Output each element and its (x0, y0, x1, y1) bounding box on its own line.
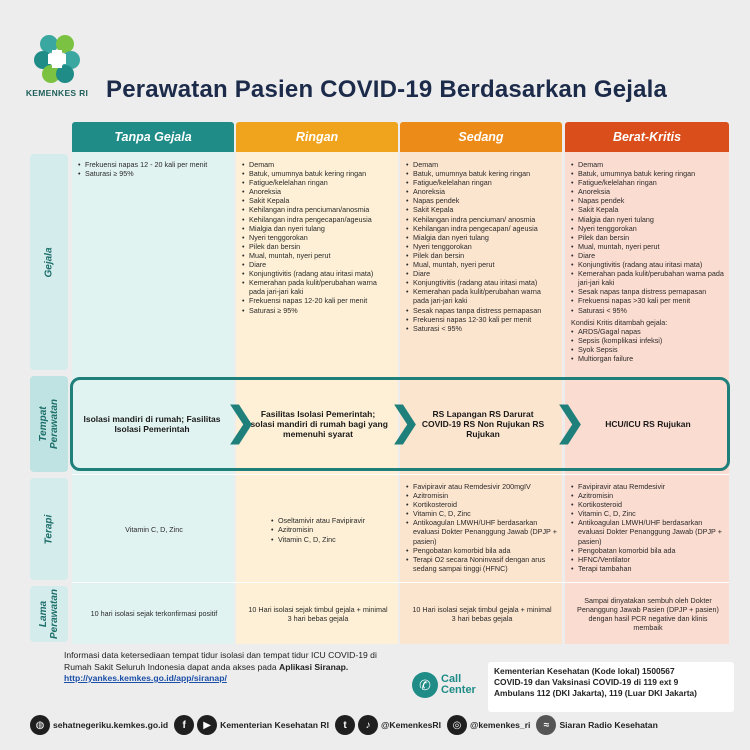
list-item: • Vitamin C, D, Zinc (406, 509, 558, 518)
row-label-lama-perawatan: Lama Perawatan (30, 586, 68, 642)
list-item: • Napas pendek (571, 196, 725, 205)
list-item: • Nyeri tenggorokan (571, 224, 725, 233)
list-item: • Diare (571, 251, 725, 260)
list-item: • Frekuensi napas >30 kali per menit (571, 296, 725, 305)
column-header-berat-kritis: Berat-Kritis (565, 122, 729, 152)
list-item: • Fatigue/kelelahan ringan (571, 178, 725, 187)
social-bar (0, 712, 750, 738)
list-item: • Sesak napas tanpa distress pernapasan (571, 287, 725, 296)
list-item: • Pengobatan komorbid bila ada (571, 546, 725, 555)
logo-text: KEMENKES RI (25, 88, 89, 98)
list-item: • Kehilangan indra pengecapan/ ageusia (406, 224, 558, 233)
list-item: • Kehilangan indra penciuman/anosmia (242, 205, 394, 214)
facebook-youtube-link[interactable]: f ▶ Kementerian Kesehatan RI (174, 715, 329, 735)
globe-icon: ◍ (30, 715, 50, 735)
list-item: • Anoreksia (406, 187, 558, 196)
twitter-tiktok-link[interactable]: t ♪ @KemenkesRI (335, 715, 441, 735)
tempat-sedang: RS Lapangan RS Darurat COVID-19 RS Non Rujukan RS Rujukan (421, 409, 545, 439)
kemenkes-emblem-icon (29, 30, 85, 86)
list-item: • Konjungtivitis (radang atau iritasi mata) (406, 278, 558, 287)
lama-sedang: 10 Hari isolasi sejak timbul gejala + minimal 3 hari bebas gejala (412, 604, 552, 623)
gejala-sedang (406, 160, 558, 333)
row-divider (72, 582, 729, 583)
list-item: • Kehilangan indra pengecapan/ageusia (242, 215, 394, 224)
list-item: • Antikoagulan LMWH/UHF berdasarkan evaluasi Dokter Penanggung Jawab (DPJP + pasien) (571, 518, 725, 545)
list-item: • Mual, muntah, nyeri perut (571, 242, 725, 251)
list-item: • Napas pendek (406, 196, 558, 205)
column-header-sedang: Sedang (400, 122, 562, 152)
terapi-tanpa-gejala: Vitamin C, D, Zinc (125, 525, 183, 535)
terapi-sedang (406, 482, 558, 573)
gejala-ringan (242, 160, 394, 315)
chevron-right-icon: ❯ (388, 400, 422, 444)
list-item: • Kemerahan pada kulit/perubahan warna pada jari-jari kaki (242, 278, 394, 296)
gejala-berat-kritis (571, 160, 725, 363)
list-item: • Konjungtivitis (radang atau iritasi mata) (571, 260, 725, 269)
page-title: Perawatan Pasien COVID-19 Berdasarkan Gejala (106, 76, 668, 103)
list-item: • Kemerahan pada kulit/perubahan warna pada jari-jari kaki (571, 269, 725, 287)
list-item: • Fatigue/kelelahan ringan (406, 178, 558, 187)
list-item: • Anoreksia (571, 187, 725, 196)
list-item: • Konjungtivitis (radang atau iritasi mata) (242, 269, 394, 278)
list-item: • Terapi O2 secara Noninvasif dengan arus sedang sampai tinggi (HFNC) (406, 555, 558, 573)
list-item: • Demam (406, 160, 558, 169)
list-item: • Favipiravir atau Remdesivir 200mgIV (406, 482, 558, 491)
list-item: • Azitromisin (271, 525, 365, 534)
row-label-terapi: Terapi (30, 478, 68, 580)
phone-icon: ✆ (412, 672, 438, 698)
list-item: • Saturasi ≥ 95% (242, 306, 394, 315)
siranap-link[interactable]: http://yankes.kemkes.go.id/app/siranap/ (64, 673, 227, 683)
call-center: ✆ Call Center (412, 672, 476, 698)
list-item: • Azitromisin (406, 491, 558, 500)
list-item: • Kortikosteroid (571, 500, 725, 509)
list-item: • Sakit Kepala (406, 205, 558, 214)
list-item: • Kortikosteroid (406, 500, 558, 509)
list-item: • Nyeri tenggorokan (406, 242, 558, 251)
list-item: • Pilek dan bersin (406, 251, 558, 260)
website-link[interactable]: ◍ sehatnegeriku.kemkes.go.id (30, 715, 168, 735)
list-item: • Batuk, umumnya batuk kering ringan (242, 169, 394, 178)
list-item: • Saturasi < 95% (406, 324, 558, 333)
lama-berat-kritis: Sampai dinyatakan sembuh oleh Dokter Penanggung Jawab Pasien (DPJP + pasien) dengan hasil PCR negative dan klinis membaik (577, 595, 719, 633)
list-item: • Favipiravir atau Remdesivir (571, 482, 725, 491)
lama-tanpa-gejala: 10 hari isolasi sejak terkonfirmasi positif (90, 609, 218, 619)
list-item: • Fatigue/kelelahan ringan (242, 178, 394, 187)
list-item: • ARDS/Gagal napas (571, 327, 725, 336)
list-item: • Demam (571, 160, 725, 169)
column-header-tanpa-gejala: Tanpa Gejala (72, 122, 234, 152)
list-item: • Syok Sepsis (571, 345, 725, 354)
list-item: • Frekuensi napas 12 - 20 kali per menit (78, 160, 230, 169)
list-item: • Mialgia dan nyeri tulang (242, 224, 394, 233)
list-item: • Sesak napas tanpa distress pernapasan (406, 306, 558, 315)
youtube-icon: ▶ (197, 715, 217, 735)
list-item: • Mual, muntah, nyeri perut (406, 260, 558, 269)
list-item: • Oseltamivir atau Favipiravir (271, 516, 365, 525)
list-item: • Nyeri tenggorokan (242, 233, 394, 242)
terapi-berat-kritis (571, 482, 725, 573)
tempat-ringan: Fasilitas Isolasi Pemerintah; Isolasi mandiri di rumah bagi yang memenuhi syarat (248, 409, 388, 439)
list-item: • Pilek dan bersin (571, 233, 725, 242)
call-center-numbers: Kementerian Kesehatan (Kode lokal) 1500567 COVID-19 dan Vaksinasi COVID-19 di 119 ext 9 Ambulans 112 (DKI Jakarta), 119 (Luar DKI Jakarta) (488, 662, 734, 712)
list-item: • Sakit Kepala (242, 196, 394, 205)
radio-link[interactable]: ≈ Siaran Radio Kesehatan (536, 715, 657, 735)
tempat-berat-kritis: HCU/ICU RS Rujukan (605, 419, 691, 429)
row-label-gejala: Gejala (30, 154, 68, 370)
list-item: • Frekuensi napas 12-30 kali per menit (406, 315, 558, 324)
chevron-right-icon: ❯ (553, 400, 587, 444)
list-item: • Pilek dan bersin (242, 242, 394, 251)
row-label-tempat-perawatan: Tempat Perawatan (30, 376, 68, 472)
chevron-right-icon: ❯ (224, 400, 258, 444)
list-item: • Frekuensi napas 12-20 kali per menit (242, 296, 394, 305)
list-item: • Vitamin C, D, Zinc (571, 509, 725, 518)
list-item: • Kemerahan pada kulit/perubahan warna pada jari-jari kaki (406, 287, 558, 305)
list-item: • Vitamin C, D, Zinc (271, 535, 365, 544)
radio-icon: ≈ (536, 715, 556, 735)
facebook-icon: f (174, 715, 194, 735)
list-item: • Anoreksia (242, 187, 394, 196)
list-item: • Mual, muntah, nyeri perut (242, 251, 394, 260)
kemenkes-logo (22, 30, 92, 98)
list-item: • Mialgia dan nyeri tulang (406, 233, 558, 242)
list-item: • HFNC/Ventilator (571, 555, 725, 564)
tiktok-icon: ♪ (358, 715, 378, 735)
list-item: • Azitromisin (571, 491, 725, 500)
instagram-icon: ◎ (447, 715, 467, 735)
list-item: • Sakit Kepala (571, 205, 725, 214)
terapi-ringan (242, 480, 394, 580)
gejala-tanpa-gejala (78, 160, 230, 178)
list-item: • Pengobatan komorbid bila ada (406, 546, 558, 555)
list-item: • Saturasi < 95% (571, 306, 725, 315)
list-item: • Terapi tambahan (571, 564, 725, 573)
row-divider (72, 474, 729, 475)
siranap-info: Informasi data ketersediaan tempat tidur isolasi dan tempat tidur ICU COVID-19 di Rumah Sakit Seluruh Indonesia dapat anda akses pada Aplikasi Siranap. http://yankes.kemkes.go.id/app/siranap/ (64, 650, 377, 683)
list-item: • Diare (406, 269, 558, 278)
list-item: • Batuk, umumnya batuk kering ringan (406, 169, 558, 178)
list-item: • Demam (242, 160, 394, 169)
instagram-link[interactable]: ◎ @kemenkes_ri (447, 715, 530, 735)
list-item: • Multiorgan failure (571, 354, 725, 363)
list-item: • Sepsis (komplikasi infeksi) (571, 336, 725, 345)
list-item: • Saturasi ≥ 95% (78, 169, 230, 178)
twitter-icon: t (335, 715, 355, 735)
column-header-ringan: Ringan (236, 122, 398, 152)
list-item: • Batuk, umumnya batuk kering ringan (571, 169, 725, 178)
lama-ringan: 10 Hari isolasi sejak timbul gejala + minimal 3 hari bebas gejala (248, 604, 388, 623)
tempat-tanpa-gejala: Isolasi mandiri di rumah; Fasilitas Isolasi Pemerintah (83, 414, 221, 434)
list-item: • Kehilangan indra penciuman/ anosmia (406, 215, 558, 224)
kondisi-kritis-title: Kondisi Kritis ditambah gejala: (571, 317, 668, 327)
list-item: • Mialgia dan nyeri tulang (571, 215, 725, 224)
list-item: • Antikoagulan LMWH/UHF berdasarkan evaluasi Dokter Penanggung Jawab (DPJP + pasien) (406, 518, 558, 545)
list-item: • Diare (242, 260, 394, 269)
